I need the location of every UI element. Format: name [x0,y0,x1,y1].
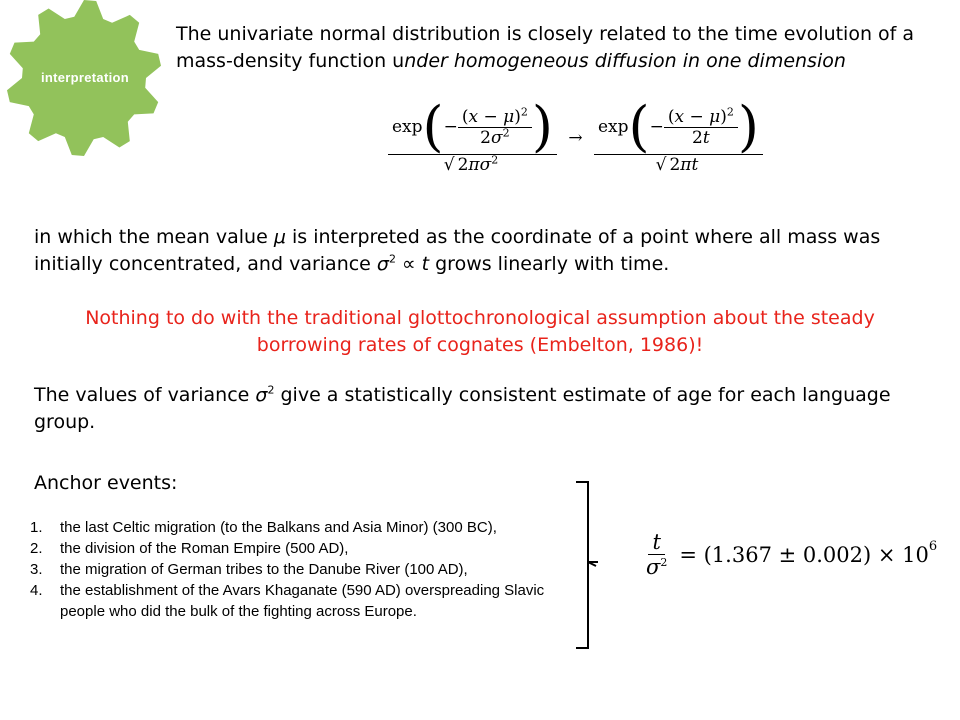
formula-left-fraction: exp ( − $\frac{(x - \mu)^2}{2\sigma^2}$ ) √ $2\pi\sigma^2$ [388,100,557,175]
age-calibration-formula: $\frac{t}{\sigma^2}$ = (1.367 ± 0.002) × 10 $^6$ [646,530,938,579]
bracket-shape [570,478,610,652]
variance-estimate-text: The values of variance $\sigma^2$ give a statistically consistent estimate of age for each language group. [34,383,891,433]
diffusion-formula [388,95,763,175]
formula-right-fraction: exp ( − $\frac{(x - \mu)^2}{2t}$ ) √ 2πt [594,100,763,175]
formula-arrow: → [568,127,583,148]
anchor-events-list [30,517,590,622]
list-item: 1. the last Celtic migration (to the Balkans and Asia Minor) (300 BC), [30,519,497,536]
list-item: 3. the migration of German tribes to the Danube River (100 AD), [30,561,468,578]
mean-variance-text: in which the mean value μ is interpreted as the coordinate of a point where all mass was initially concentrated, and variance $\sigma^2 \propto t$ grows linearly with time. [34,226,881,275]
red-note: Nothing to do with the traditional glottochronological assumption about the steady borrowing rates of cognates (Embelton, 1986)! [85,307,875,356]
anchor-events-title: Anchor events: [34,472,178,494]
intro-text [176,21,946,75]
intro-part1: The univariate normal distribution is closely related to the time evolution of a mass-density function u [176,23,915,72]
list-item: 2. the division of the Roman Empire (500 AD), [30,540,349,557]
list-item: 4. the establishment of the Avars Khaganate (590 AD) overspreading Slavic people who did the bulk of the fighting across Europe. [30,582,545,620]
badge-label: interpretation [41,70,129,85]
intro-part2: nder homogeneous diffusion in one dimension [404,50,846,72]
